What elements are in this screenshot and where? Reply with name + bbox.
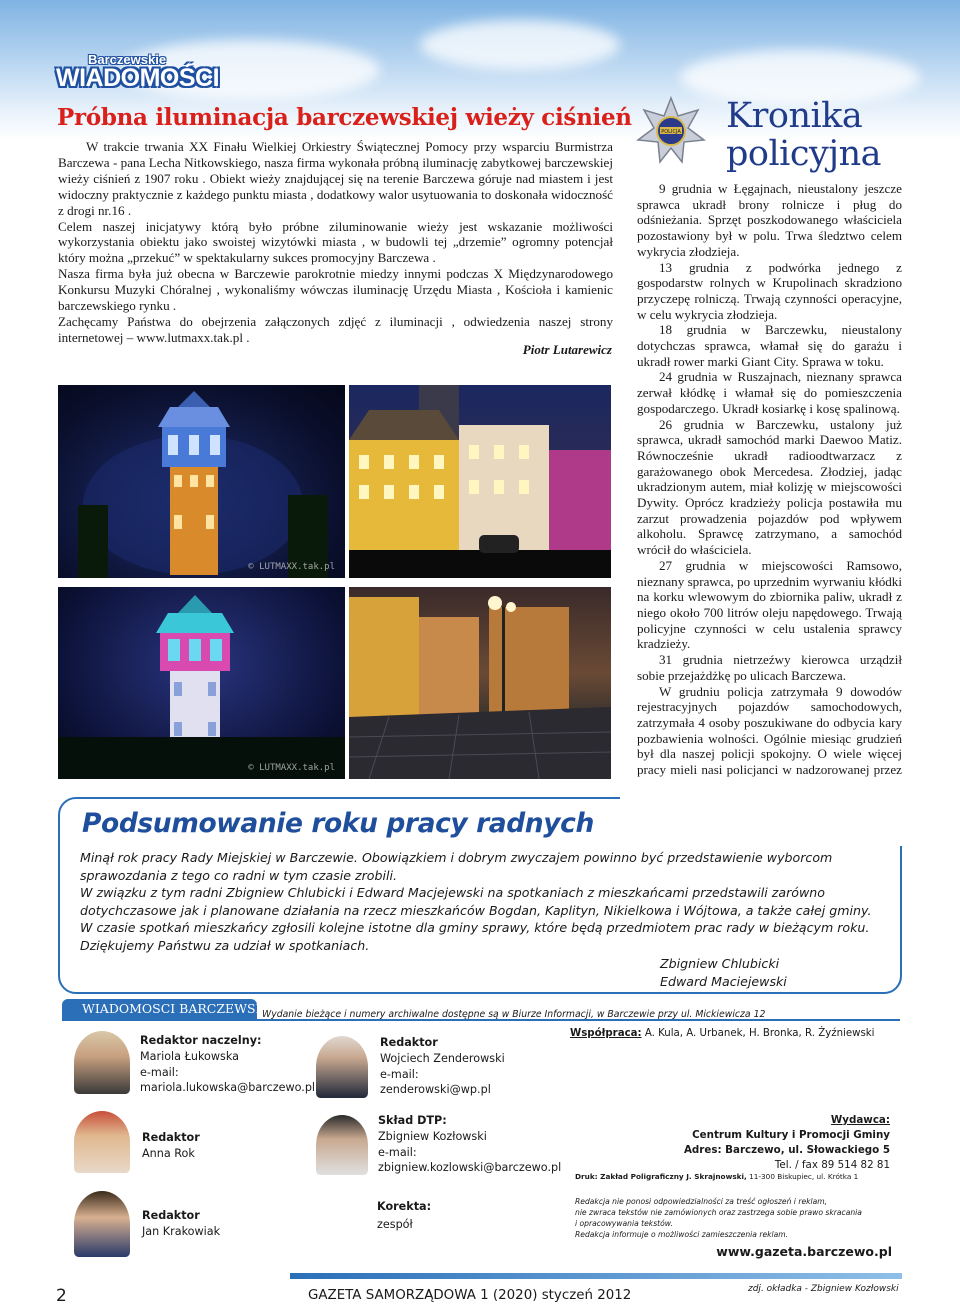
disclaimer-line: Redakcja informuje o możliwości zamieszczenia reklam. — [575, 1230, 789, 1239]
editor-role: Redaktor — [142, 1131, 200, 1144]
article-title: Próbna iluminacja barczewskiej wieży ciśnień — [57, 104, 632, 131]
masthead-logo — [56, 52, 220, 94]
proofreading-name: zespół — [377, 1218, 413, 1231]
editor-name: Wojciech Zenderowski — [380, 1051, 505, 1065]
masthead-line2: WIADOMOŚCI — [56, 64, 220, 92]
editorial-tab: WIADOMOSCI BARCZEWSKIE — [62, 999, 257, 1019]
publisher-label: Wydawca: — [830, 1114, 890, 1126]
dtp-info — [378, 1113, 561, 1176]
police-entry: W grudniu policja zatrzymała 9 dowodów rejestracyjnych pojazdów samochodowych, zatrzymała 4 osoby poszukiwane do odbycia kary pozbawienia wolności. Ogólnie miesiąc grudzień był dla naszej policji spokojny. O wiele więcej pracy mieli nasi policjanci w nadzorowanej przez — [637, 683, 902, 778]
disclaimer — [575, 1196, 875, 1240]
photo-tower-color-lights — [58, 587, 345, 779]
police-badge-icon — [636, 96, 706, 166]
proofreading-info — [377, 1198, 431, 1234]
article-paragraph: Nasza firma była już obecna w Barczewie parokrotnie miedzy innymi podczas X Międzynarodowego Konkursu Muzyki Chóralnej , wykonaliśmy wówczas iluminację Urzędu Miasta , Kościoła i kamienic barczewskiego rynku . — [58, 266, 613, 314]
summary-paragraph: Minął rok pracy Rady Miejskiej w Barczewie. Obowiązkiem i dobrym zwyczajem powinno być przedstawienie wyborcom sprawozdania z tego co radni w tym czasie zrobili. — [80, 850, 833, 883]
editor-email-label: e-mail: — [380, 1067, 419, 1081]
editor-email: zenderowski@wp.pl — [380, 1083, 491, 1097]
street-illustration — [349, 587, 611, 779]
avatar-editor-krakowiak — [74, 1191, 130, 1257]
publisher-info — [640, 1113, 890, 1173]
dtp-email-label: e-mail: — [378, 1145, 417, 1159]
disclaimer-line: Redakcja nie ponosi odpowiedzialności za treść ogłoszeń i reklam, — [575, 1197, 828, 1206]
tower-color-illustration — [58, 587, 345, 779]
police-badge-text: POLICJA — [661, 129, 681, 135]
photo-cobblestone-street — [349, 587, 611, 779]
editor-krakowiak-info — [142, 1208, 220, 1240]
article-paragraph: Zachęcamy Państwa do obejrzenia załączonych zdjęć z iluminacji , odwiedzenia naszej strony internetowej – www.lutmaxx.tak.pl . — [58, 313, 613, 345]
avatar-editor-zenderowski — [316, 1036, 368, 1098]
police-title-line2: policyjna — [726, 134, 881, 174]
article-author: Piotr Lutarewicz — [522, 342, 612, 357]
chief-editor-name: Mariola Łukowska — [140, 1049, 239, 1063]
website-link[interactable]: www.gazeta.barczewo.pl — [716, 1244, 892, 1259]
photo-illuminated-tower-night — [58, 385, 345, 578]
issue-info: GAZETA SAMORZĄDOWA 1 (2020) styczeń 2012 — [308, 1288, 632, 1303]
article-body — [58, 139, 613, 346]
police-chronicle-body — [637, 181, 902, 793]
print-address: 11-300 Biskupiec, ul. Krótka 1 — [749, 1172, 859, 1181]
police-entry: 27 grudnia w miejscowości Ramsowo, nieznany sprawca, po uprzednim wyrwaniu kłódki na korku wlewowym do zbiornika paliw, ukradł z niego około 700 litrów oleju napędowego. Trwają policyjne czynności w celu ustalenia sprawcy kradzieży. — [637, 557, 902, 652]
summary-signature-line2: Edward Maciejewski — [660, 973, 787, 989]
article-paragraph: Celem naszej inicjatywy którą było próbne ziluminowanie wieży jest wskazanie możliwości wykorzystania obiektu jako swoistej wizytówki miasta , w budowli tej „drzemie” ogromny potencjał który można „przekuć” w spektakularny sukces promocyjny Barczewa . — [58, 218, 613, 266]
summary-title: Podsumowanie roku pracy radnych — [82, 808, 594, 839]
disclaimer-line: i opracowywania tekstów. — [575, 1219, 673, 1228]
police-entry: 13 grudnia z podwórka jednego z gospodarstw rolnych w Krupolinach skradziono przyczepę rolniczą. Trwają czynności operacyjne, w celu wykrycia złodzieja. — [637, 259, 902, 322]
police-entry: 18 grudnia w Barczewku, nieustalony dotychczas sprawca, włamał się do garażu i ukradł rower marki Giant City. Sprawa w toku. — [637, 322, 902, 369]
photo-watermark: © LUTMAXX.tak.pl — [248, 562, 335, 572]
chief-editor-email-label: e-mail: — [140, 1065, 179, 1079]
market-illustration — [349, 385, 611, 578]
summary-signature — [660, 955, 860, 990]
masthead-line1: Barczewskie — [88, 52, 167, 67]
police-chronicle-title — [726, 97, 926, 173]
photo-watermark: © LUTMAXX.tak.pl — [248, 763, 335, 773]
editor-name: Anna Rok — [142, 1146, 195, 1160]
publisher-address: Adres: Barczewo, ul. Słowackiego 5 — [683, 1144, 890, 1156]
article-paragraph: W trakcie trwania XX Finału Wielkiej Orkiestry Świątecznej Pomocy przy wsparciu Burmistrza Barczewa - pana Lecha Nitkowskiego, nasza firma wykonała próbną iluminację zabytkowej barczewskiej wieży ciśnień z 1907 roku . Obiekt wieży znajdującej się na terenie Barczewa góruje nad miastem i jest widoczny praktycznie z każdego punktu miasta , dodatkowy walor usytuowania to doskonała widoczność z drogi nr.16 . — [58, 139, 613, 218]
avatar-dtp-kozlowski — [316, 1115, 368, 1175]
cooperation — [570, 1028, 875, 1039]
print-label: Druk: Zakład Poligraficzny J. Skrajnowski, — [575, 1172, 747, 1181]
editor-rok-info — [142, 1130, 200, 1162]
page-number: 2 — [56, 1286, 67, 1306]
chief-editor-info — [140, 1033, 315, 1096]
police-entry: 31 grudnia nietrzeźwy kierowca urządził sobie przejażdżkę po ulicach Barczewa. — [637, 652, 902, 683]
editor-zenderowski-info — [380, 1035, 505, 1098]
photo-illuminated-market-square — [349, 385, 611, 578]
police-title-line1: Kronika — [726, 96, 863, 136]
police-entry: 24 grudnia w Ruszajnach, nieznany sprawca zerwał kłódkę i włamał się do pomieszczenia gospodarczego. Ukradł kosiarkę i kosę spalinową. — [637, 369, 902, 416]
publisher-phone: Tel. / fax 89 514 82 81 — [774, 1159, 890, 1171]
chief-editor-role: Redaktor naczelny: — [140, 1034, 262, 1047]
editor-role: Redaktor — [380, 1036, 438, 1049]
cooperation-names: A. Kula, A. Urbanek, H. Bronka, R. Żyźniewski — [644, 1028, 875, 1039]
summary-body — [80, 849, 885, 955]
editor-role: Redaktor — [142, 1209, 200, 1222]
footer-bar — [290, 1273, 902, 1279]
summary-signature-line1: Zbigniew Chlubicki — [660, 956, 780, 971]
proofreading-role: Korekta: — [377, 1200, 432, 1213]
cover-credit: zdj. okładka - Zbigniew Kozłowski — [748, 1284, 899, 1294]
dtp-role: Skład DTP: — [378, 1114, 447, 1127]
disclaimer-line: nie zwraca tekstów nie zamówionych oraz zastrzega sobie prawo skracania — [575, 1208, 862, 1217]
dtp-name: Zbigniew Kozłowski — [378, 1129, 487, 1143]
tower-illustration — [58, 385, 345, 578]
summary-paragraph: W związku z tym radni Zbigniew Chlubicki i Edward Macjejewski na spotkaniach z mieszkańcami przedstawili zarówno dotychczasowe jak i planowane działania na rzecz mieszkańców Bogdan, Kaplityn, Nikielkowa i Wójtowa, a także całej gminy. W czasie spotkań mieszkańcy zgłosili kolejne istotne dla gminy sprawy, które będą przedmiotem prac rady w bieżącym roku. Dziękujemy Państwu za udział w spotkaniach. — [80, 885, 872, 953]
police-entry: 9 grudnia w Łęgajnach, nieustalony jeszcze sprawca ukradł brony rolnicze i pług do odśnieżania. Sprzęt poszkodowanego właściciela pozostawiony był w polu. Trwa śledztwo celem wykrycia złodzieja. — [637, 181, 902, 259]
cooperation-label: Współpraca: — [570, 1028, 642, 1039]
police-entry: 26 grudnia w Barczewku, ustalony już sprawca, ukradł samochód marki Daewoo Matiz. Równocześnie ukradł radioodtwarzacz z garażowanego obok Mercedesa. Złodziej, jadąc ukradzionym autem, miał kolizję w miejscowości Dywity. Oprócz kradzieży policja postawiła mu zarzut prowadzenia pojazdów pod wpływem alkoholu. Sprawcę zatrzymano, a samochód wrócił do właściciela. — [637, 416, 902, 558]
print-info — [575, 1172, 858, 1181]
dtp-email: zbigniew.kozlowski@barczewo.pl — [378, 1161, 562, 1175]
avatar-chief-editor — [74, 1031, 130, 1094]
avatar-editor-rok — [74, 1111, 130, 1173]
publisher-name: Centrum Kultury i Promocji Gminy — [692, 1129, 890, 1141]
editor-name: Jan Krakowiak — [142, 1224, 221, 1238]
availability-note: Wydanie bieżące i numery archiwalne dostępne są w Biurze Informacji, w Barczewie przy ul. Mickiewicza 12 — [262, 1009, 766, 1020]
chief-editor-email: mariola.lukowska@barczewo.pl — [140, 1081, 316, 1095]
